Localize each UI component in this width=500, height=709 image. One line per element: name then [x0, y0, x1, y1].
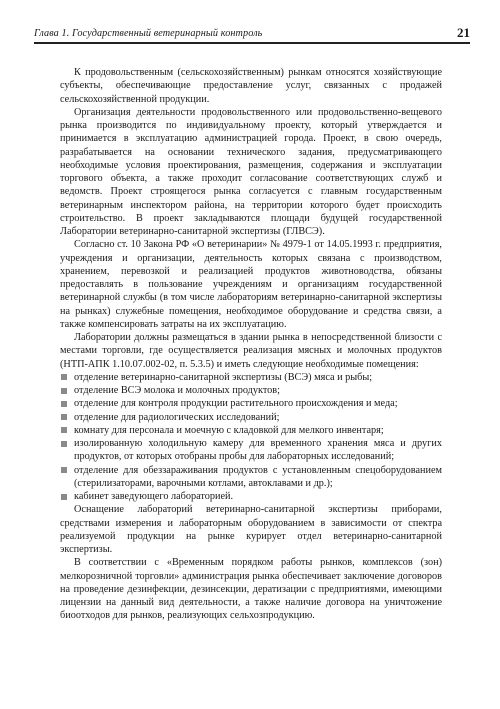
list-item — [60, 384, 442, 397]
chapter-title: Глава 1. Государственный ветеринарный контроль — [34, 28, 263, 39]
paragraph: Согласно ст. 10 Закона РФ «О ветеринарии» № 4979-1 от 14.05.1993 г. предприятия, учреждения и организации, деятельность которых связана с производством, хранением, перевозкой и реализацией продуктов животноводства, обязаны предоставлять в пользование учреждениям и организациям государственной ветеринарной службы (в том числе лабораториям ветеринарно-санитарной экспертизы на рынках) служебные помещения, необходимое оборудование и средства связи, а также компенсировать затраты на их эксплуатацию. — [60, 239, 442, 330]
page-number: 21 — [457, 25, 470, 40]
list-item — [60, 424, 442, 437]
body-text — [60, 66, 442, 623]
premises-list — [60, 371, 442, 504]
list-item — [60, 411, 442, 424]
square-bullet-icon — [61, 414, 67, 420]
square-bullet-icon — [61, 441, 67, 447]
list-item — [60, 397, 442, 410]
square-bullet-icon — [61, 494, 67, 500]
square-bullet-icon — [61, 388, 67, 394]
paragraph: Лаборатории должны размещаться в здании рынка в непосредственной близости с местами торговли, где осуществляется реализация мясных и молочных продуктов (НТП-АПК 1.10.07.002-02, п. 5.3.5) и иметь следующие необходимые помещения: — [60, 332, 442, 370]
list-item — [60, 490, 442, 503]
square-bullet-icon — [61, 401, 67, 407]
list-item-text: отделение ВСЭ молока и молочных продуктов; — [74, 385, 280, 396]
list-item-text: отделение ветеринарно-санитарной экспертизы (ВСЭ) мяса и рыбы; — [74, 371, 373, 383]
square-bullet-icon — [61, 427, 67, 433]
list-item — [60, 464, 442, 491]
paragraph: Оснащение лабораторий ветеринарно-санитарной экспертизы приборами, средствами измерения и лабораторным оборудованием в зависимости от спектра реализуемой продукции на рынке курирует отдел ветеринарно-санитарной экспертизы. — [60, 504, 442, 555]
list-item-text: отделение для радиологических исследований; — [74, 411, 280, 423]
paragraph: К продовольственным (сельскохозяйственным) рынкам относятся хозяйствующие субъекты, обеспечивающие предоставление услуг, связанных с продажей сельскохозяйственной продукции. — [60, 67, 442, 105]
paragraph: В соответствии с «Временным порядком работы рынков, комплексов (зон) мелкорозничной торговли» администрация рынка обеспечивает заключение договоров на проведение дезинфекции, дезинсекции, дератизации с предприятиями, имеющими лицензии на данный вид деятельности, а также наличие договора на уничтожение биоотходов для рынков, реализующих сельхозпродукцию. — [60, 557, 442, 622]
list-item-text: кабинет заведующего лабораторией. — [74, 491, 234, 502]
list-item-text: отделение для контроля продукции растительного происхождения и меда; — [74, 398, 398, 410]
list-item — [60, 437, 442, 464]
list-item-text: комнату для персонала и моечную с кладовкой для мелкого инвентаря; — [74, 424, 384, 436]
list-item-text: отделение для обеззараживания продуктов с установленным спецоборудованием (стерилизаторами, варочными котлами, автоклавами и др.); — [74, 464, 442, 489]
list-item-text: изолированную холодильную камеру для временного хранения мяса и других продуктов, от которых отобраны пробы для лабораторных исследований; — [74, 438, 442, 463]
square-bullet-icon — [61, 374, 67, 380]
running-header — [34, 26, 470, 44]
square-bullet-icon — [61, 467, 67, 473]
paragraph: Организация деятельности продовольственного или продовольственно-вещевого рынка производится по индивидуальному проекту, который утверждается и принимается в эксплуатацию администрацией города. Проект, в свою очередь, разрабатывается на основании технического задания, предусматривающего необходимые условия проектирования, размещения, содержания и эксплуатации торгового объекта, а также проходит согласование соответствующих служб и ведомств. Проект строящегося рынка согласуется с главным государственным ветеринарным инспектором района, на территории которого будет происходить строительство. В проект закладываются площади будущей государственной Лаборатории ветеринарно-санитарной экспертизы (ГЛВСЭ). — [60, 106, 442, 237]
list-item — [60, 371, 442, 384]
